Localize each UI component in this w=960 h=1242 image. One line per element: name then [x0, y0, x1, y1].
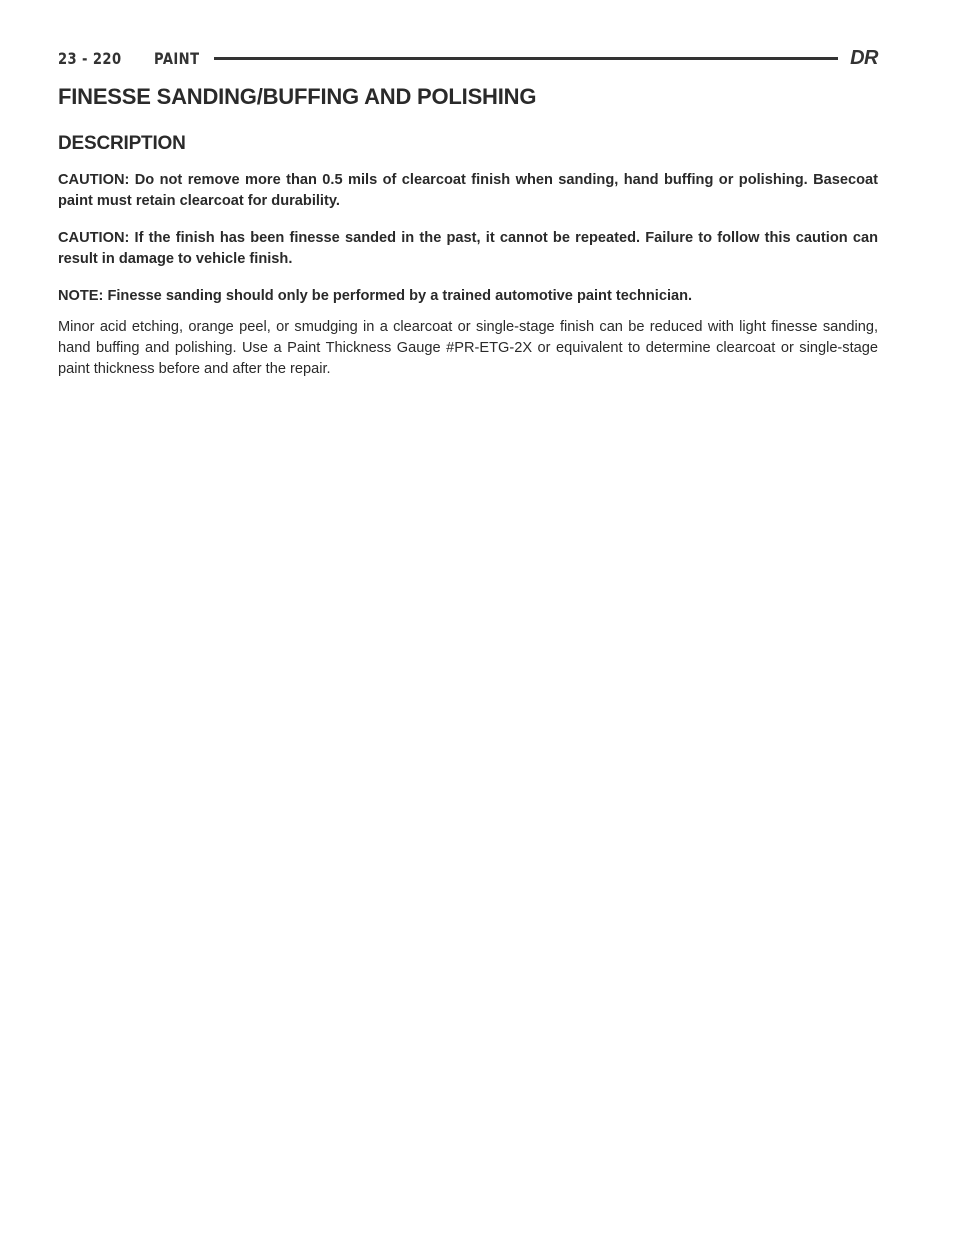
- page-title: FINESSE SANDING/BUFFING AND POLISHING: [58, 84, 537, 109]
- caution-paragraph-1: CAUTION: Do not remove more than 0.5 mils of clearcoat finish when sanding, hand buffing or polishing. Basecoat paint must retain clearcoat for durability.: [58, 172, 878, 209]
- caution-paragraph-2: CAUTION: If the finish has been finesse sanded in the past, it cannot be repeated. Failure to follow this caution can result in damage to vehicle finish.: [58, 230, 878, 267]
- page-number: 23 - 220: [58, 48, 122, 68]
- body-paragraph: Minor acid etching, orange peel, or smudging in a clearcoat or single-stage finish can be reduced with light finesse sanding, hand buffing and polishing. Use a Paint Thickness Gauge #PR-ETG-2X or equivalent to determine clearcoat or single-stage paint thickness before and after the repair.: [58, 319, 878, 377]
- note-paragraph: NOTE: Finesse sanding should only be performed by a trained automotive paint technician.: [58, 288, 693, 304]
- section-heading: DESCRIPTION: [58, 133, 186, 154]
- model-code: DR: [850, 46, 878, 69]
- section-name: PAINT: [154, 48, 200, 68]
- page-content: [58, 84, 878, 380]
- header-rule: [214, 57, 838, 60]
- page-header: [58, 46, 878, 70]
